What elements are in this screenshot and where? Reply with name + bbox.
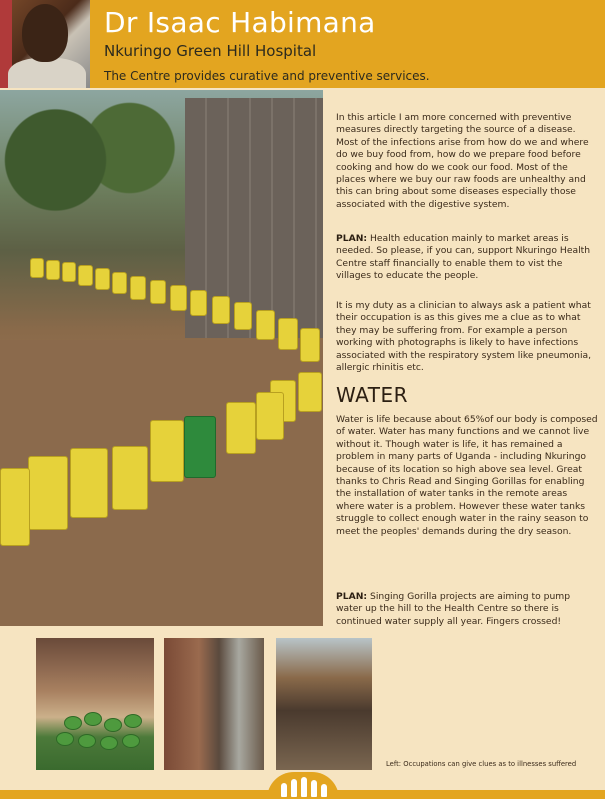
logo-figure: [301, 777, 307, 797]
jerrycan: [300, 328, 320, 362]
jerrycan: [95, 268, 110, 290]
jerrycan: [256, 392, 284, 440]
photo-sack: [100, 736, 118, 750]
photo-sack: [124, 714, 142, 728]
water-text: Water is life because about 65%of our body is composed of water. Water has many functions and we cannot live without it. Though water is life, it has remained a problem in many parts of Uganda - including Nkuringo because of its location so high above sea level. Great thanks to Chris Read and Singing Gorillas for enabling the installation of water tanks in the remote areas where water is a problem. However these water tanks struggle to collect enough water in the rainy season to meet the peoples' demands during the dry season.: [336, 414, 598, 537]
jerrycan: [226, 402, 256, 454]
author-name: Dr Isaac Habimana: [104, 6, 376, 39]
photo-trees: [0, 100, 185, 220]
jerrycan: [234, 302, 252, 330]
photo-sack: [64, 716, 82, 730]
logo-figure: [291, 779, 297, 797]
jerrycan: [30, 258, 44, 278]
jerrycan: [256, 310, 275, 340]
workshop-doorway-photo: [164, 638, 264, 770]
tagline: The Centre provides curative and preventive services.: [104, 69, 430, 83]
singing-gorillas-logo: [267, 772, 339, 799]
logo-figure: [311, 780, 317, 797]
photo-sack: [78, 734, 96, 748]
plan-label: PLAN:: [336, 591, 368, 602]
author-photo: [0, 0, 90, 88]
intro-text: In this article I am more concerned with preventive measures directly targeting the source of a disease. Most of the infections arise from how do we and where do we buy food from, how do we prepare food before cooking and how do we cook our food. Most of the places where we buy our raw foods are unhealthy and this can bring about some diseases especially those associated with the digestive system.: [336, 112, 589, 210]
photo-shirt: [8, 58, 86, 88]
jerrycan: [150, 420, 184, 482]
photo-sack: [104, 718, 122, 732]
water-heading: WATER: [336, 383, 409, 407]
jerrycan: [28, 456, 68, 530]
jerrycan: [70, 448, 108, 518]
logo-figure: [321, 784, 327, 797]
plan-label: PLAN:: [336, 233, 368, 244]
jerrycan: [150, 280, 166, 304]
photo-caption: Left: Occupations can give clues as to illnesses suffered: [386, 760, 577, 768]
jerrycan: [78, 265, 93, 286]
water-paragraph: [336, 414, 598, 538]
jerrycan: [62, 262, 76, 282]
plan-market-paragraph: [336, 233, 598, 283]
village-shelter-photo: [276, 638, 372, 770]
jerrycan: [190, 290, 207, 316]
jerrycan: [112, 272, 127, 294]
plan-water-text: Singing Gorilla projects are aiming to pump water up the hill to the Health Centre so there is continued water supply all year. Fingers crossed!: [336, 591, 571, 627]
plan-market-text: Health education mainly to market areas is needed. So please, if you can, support Nkuringo Health Centre staff financially to enable them to vist the villages to educate the people.: [336, 233, 591, 282]
jerrycan: [112, 446, 148, 510]
occupation-paragraph: [336, 300, 598, 374]
hospital-name: Nkuringo Green Hill Hospital: [104, 42, 317, 60]
photo-sack: [56, 732, 74, 746]
logo-figure: [281, 783, 287, 797]
jerrycan: [130, 276, 146, 300]
photo-face: [22, 4, 68, 62]
intro-paragraph: [336, 112, 598, 211]
occupation-text: It is my duty as a clinician to always ask a patient what their occupation is as this gives me a clue as to what they may be suffering from. For example a person working with photographs is likely to have infections associated with the respiratory system like pneumonia, allergic rhinitis etc.: [336, 300, 592, 374]
jerrycan: [46, 260, 60, 280]
photo-sack: [122, 734, 140, 748]
market-sacks-photo: [36, 638, 154, 770]
jerrycan: [298, 372, 322, 412]
header-banner: [0, 0, 605, 88]
jerrycan: [170, 285, 187, 311]
jerrycan: [278, 318, 298, 350]
plan-water-paragraph: [336, 591, 598, 628]
jerrycan: [212, 296, 230, 324]
photo-sack: [84, 712, 102, 726]
jerrycan-queue-photo: [0, 90, 323, 626]
jerrycan-green: [184, 416, 216, 478]
jerrycan: [0, 468, 30, 546]
